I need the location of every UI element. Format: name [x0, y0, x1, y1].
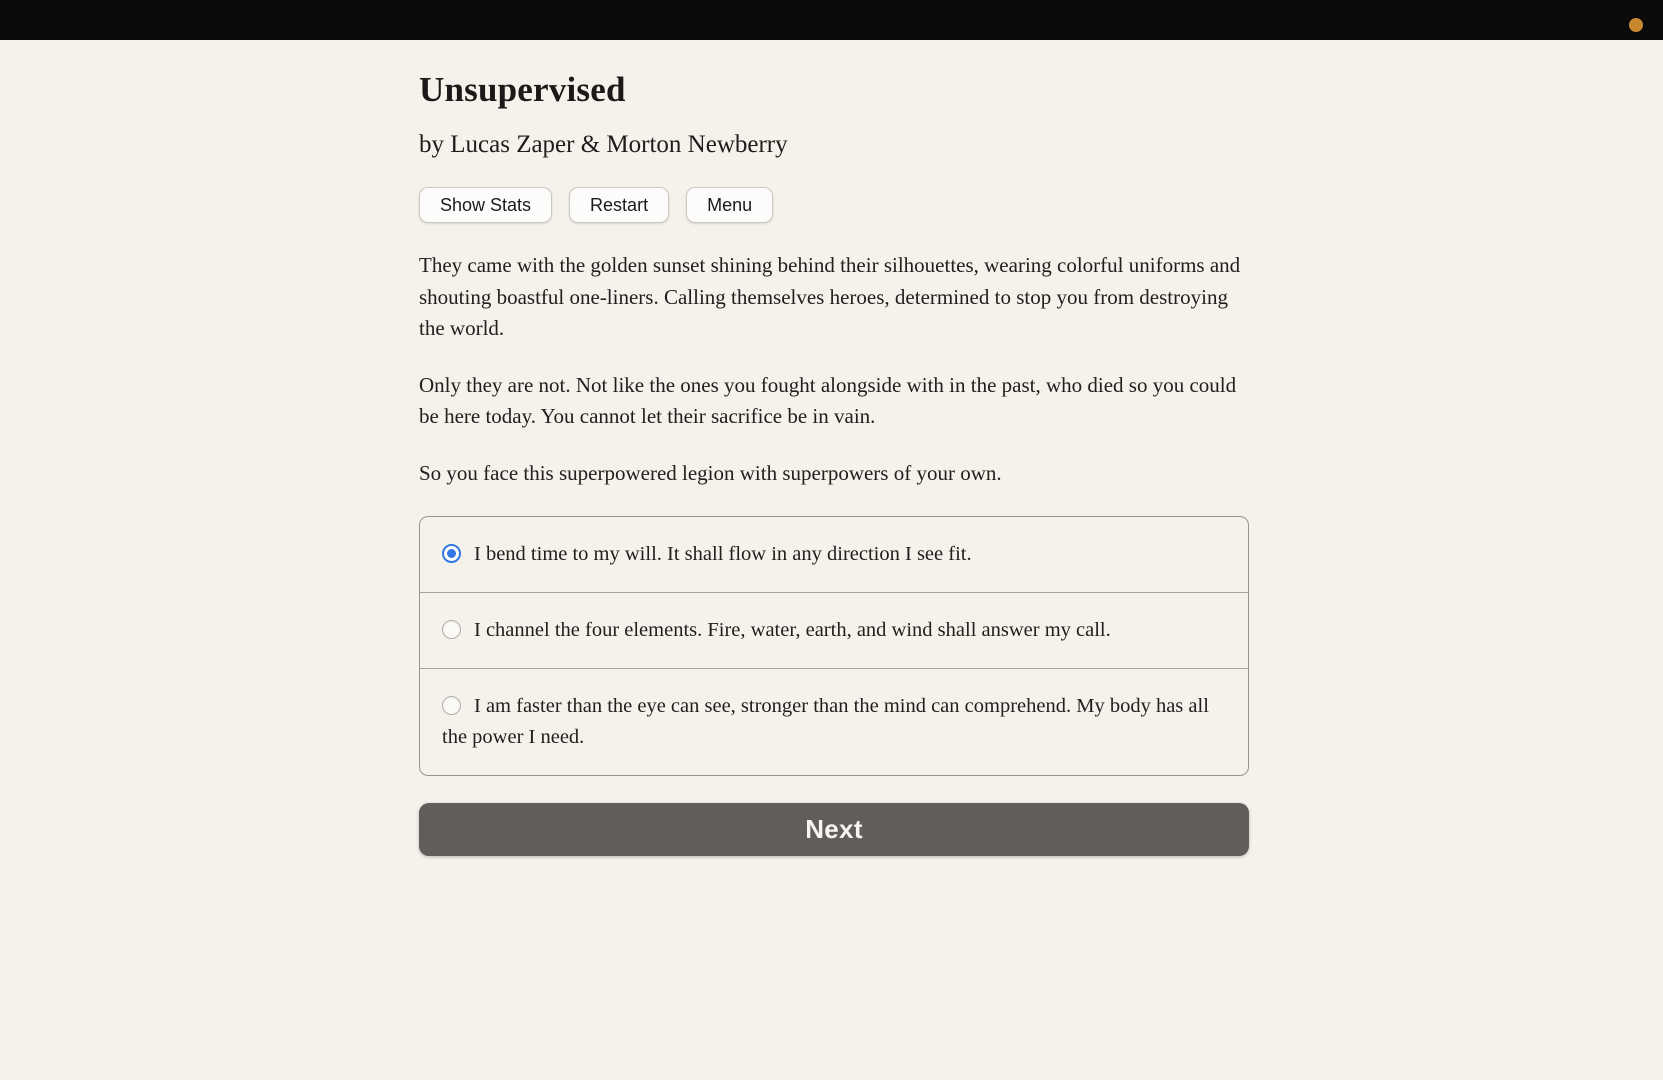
toolbar [419, 187, 1249, 223]
story-text [419, 250, 1249, 489]
byline: by Lucas Zaper & Morton Newberry [419, 131, 788, 158]
show-stats-button[interactable]: Show Stats [419, 187, 552, 223]
page-title: Unsupervised [419, 70, 626, 109]
window-title-bar [0, 0, 1663, 40]
status-dot-icon [1629, 18, 1643, 32]
choice-option-elements[interactable] [420, 592, 1248, 668]
choice-group [419, 516, 1249, 776]
choice-option-label: I channel the four elements. Fire, water, earth, and wind shall answer my call. [474, 619, 1111, 641]
story-paragraph: So you face this superpowered legion with superpowers of your own. [419, 460, 1002, 485]
radio-icon[interactable] [442, 544, 461, 563]
next-button[interactable]: Next [419, 803, 1249, 856]
choice-option-label: I am faster than the eye can see, stronger than the mind can comprehend. My body has all the power I need. [442, 695, 1209, 748]
choice-option-label: I bend time to my will. It shall flow in any direction I see fit. [474, 543, 972, 565]
story-paragraph: Only they are not. Not like the ones you fought alongside with in the past, who died so you could be here today. You cannot let their sacrifice be in vain. [419, 372, 1237, 428]
radio-icon[interactable] [442, 696, 461, 715]
radio-icon[interactable] [442, 620, 461, 639]
menu-button[interactable]: Menu [686, 187, 773, 223]
story-paragraph: They came with the golden sunset shining behind their silhouettes, wearing colorful uniforms and shouting boastful one-liners. Calling themselves heroes, determined to stop you from destroying the world. [419, 253, 1241, 340]
game-page [419, 40, 1249, 856]
choice-option-strength[interactable] [420, 668, 1248, 775]
restart-button[interactable]: Restart [569, 187, 669, 223]
choice-option-time[interactable] [420, 517, 1248, 592]
